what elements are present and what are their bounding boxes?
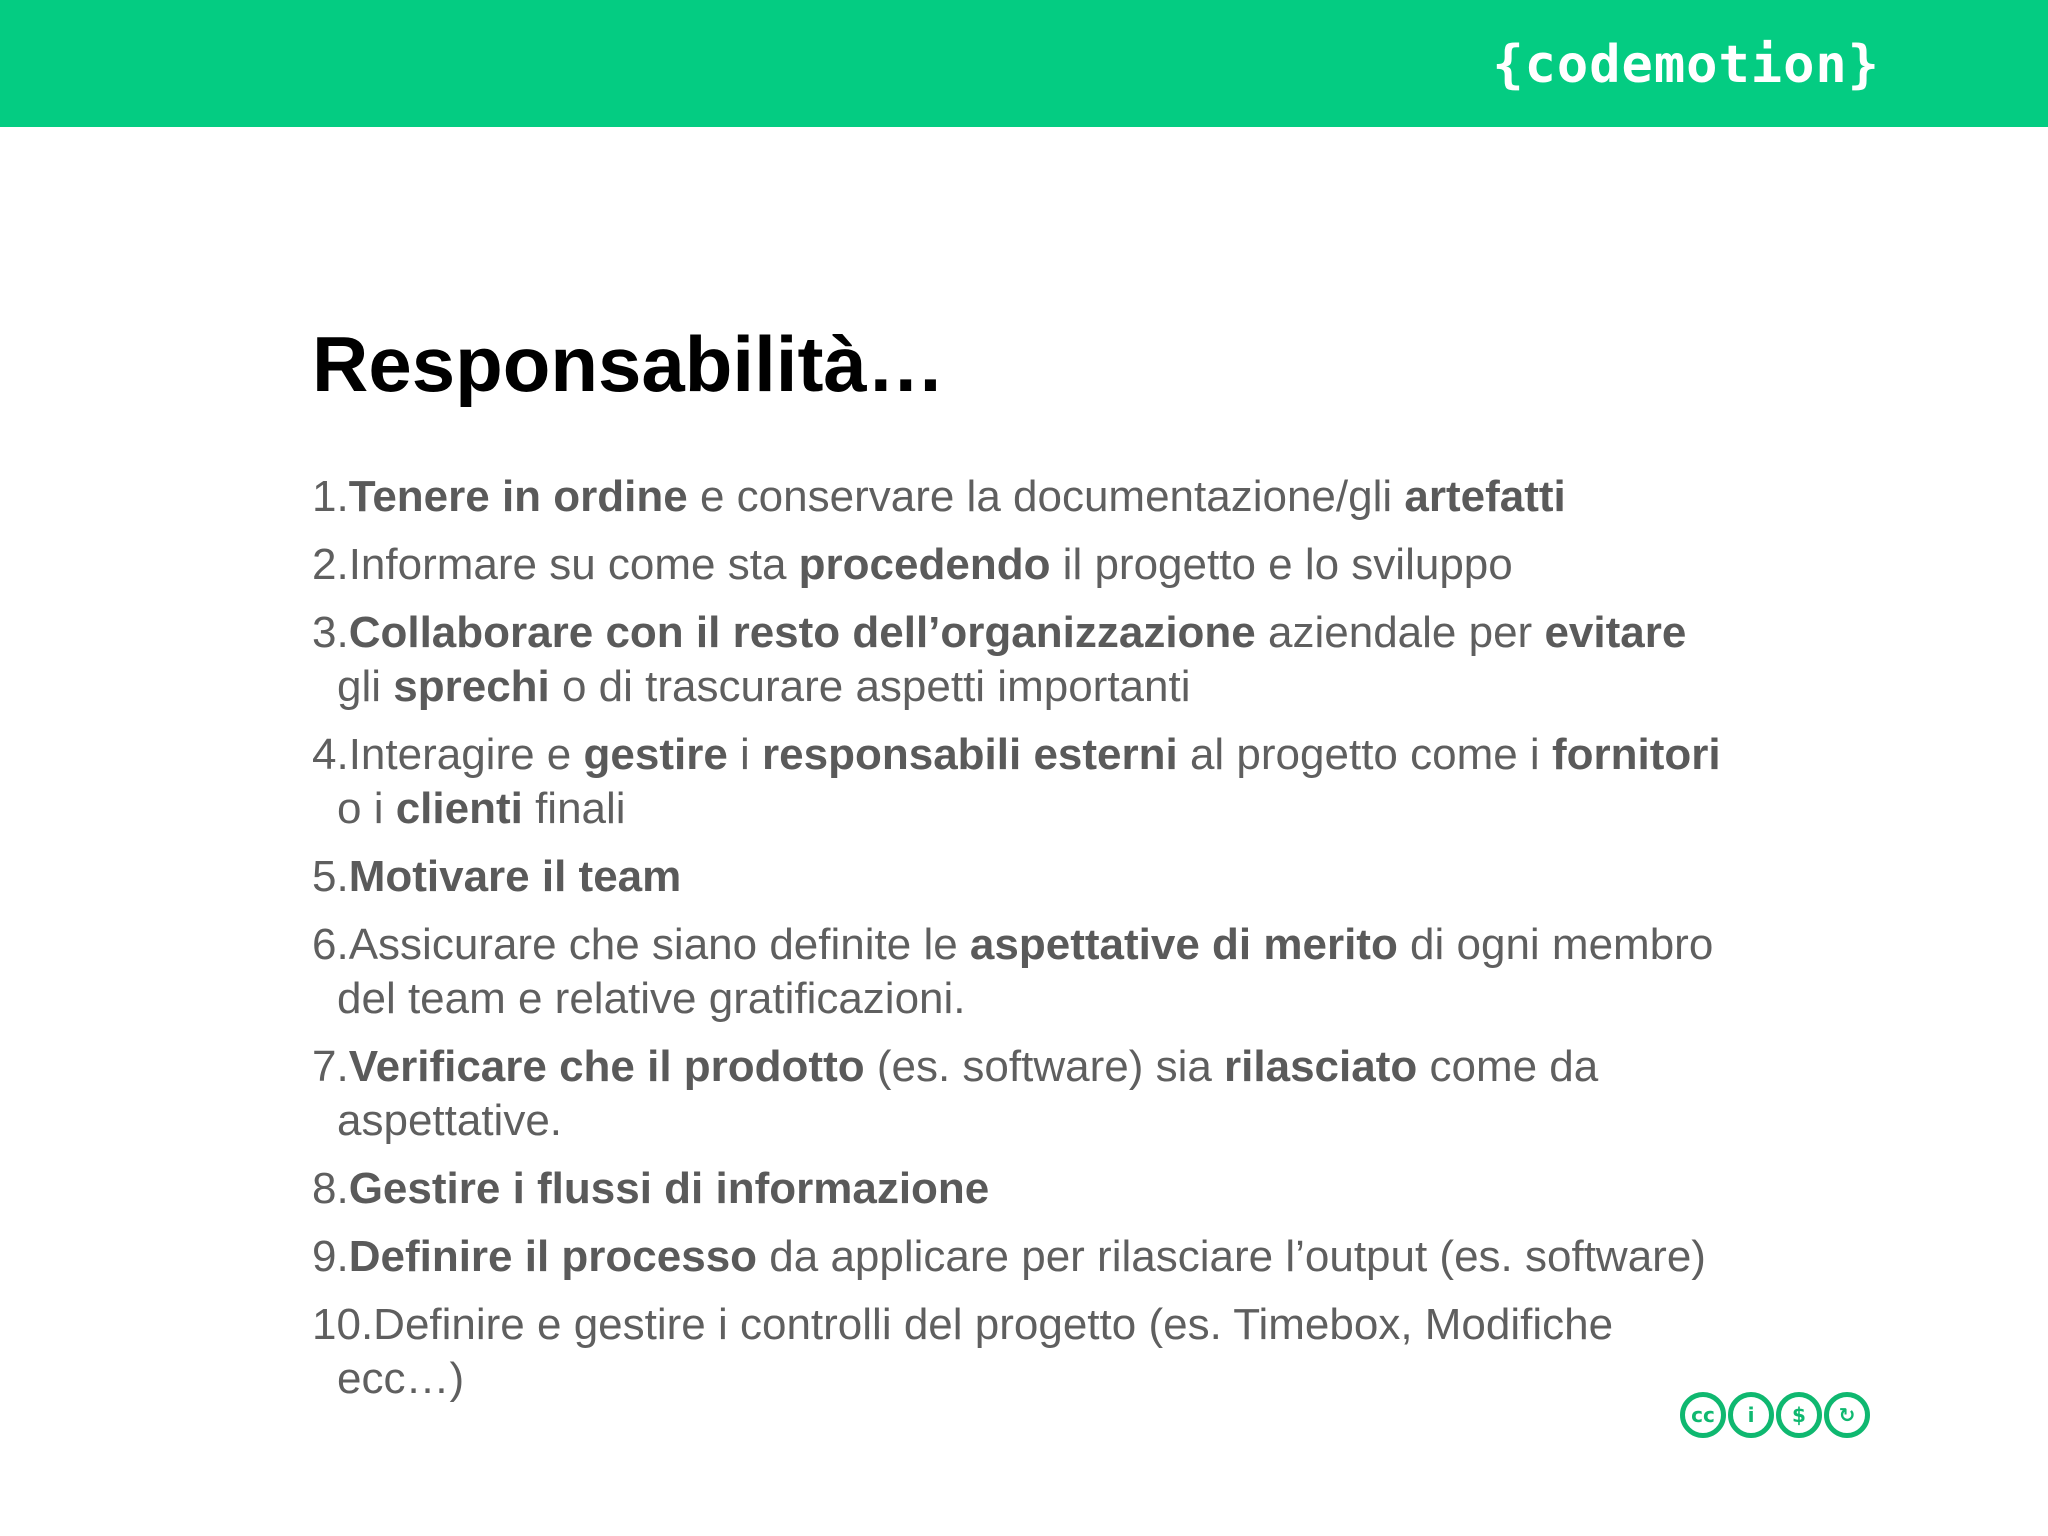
body-text: finali — [522, 784, 626, 833]
body-text: 7. — [312, 1042, 349, 1091]
body-text: al progetto come i — [1177, 730, 1552, 779]
share-alike-icon: ↻ — [1824, 1392, 1870, 1438]
codemotion-logo: {codemotion} — [1492, 35, 1880, 95]
emphasis-text: responsabili esterni — [762, 730, 1178, 779]
list-item — [312, 1162, 1732, 1216]
body-text: da applicare per rilasciare l’output (es. software) — [757, 1232, 1706, 1281]
list-item — [312, 1040, 1732, 1148]
emphasis-text: evitare — [1544, 608, 1687, 657]
body-text: (es. software) sia — [864, 1042, 1225, 1091]
emphasis-text: rilasciato — [1224, 1042, 1418, 1091]
body-text: i — [727, 730, 763, 779]
list-item — [312, 918, 1732, 1026]
emphasis-text: aspettative di merito — [969, 920, 1398, 969]
list-item — [312, 538, 1732, 592]
body-text: di ogni membro del team e relative gratificazioni. — [337, 920, 1714, 1023]
body-text: 1. — [312, 472, 349, 521]
body-text: aziendale per — [1255, 608, 1545, 657]
emphasis-text: fornitori — [1551, 730, 1721, 779]
body-text: 4.Interagire e — [312, 730, 584, 779]
list-item — [312, 1298, 1732, 1406]
cc-icon: cc — [1680, 1392, 1726, 1438]
by-attribution-icon: i — [1728, 1392, 1774, 1438]
emphasis-text: Collaborare con il resto dell’organizzazione — [348, 608, 1256, 657]
body-text: o di trascurare aspetti importanti — [549, 662, 1191, 711]
emphasis-text: sprechi — [393, 662, 550, 711]
emphasis-text: Definire il processo — [348, 1232, 758, 1281]
emphasis-text: procedendo — [798, 540, 1051, 589]
body-text: come da aspettative. — [337, 1042, 1599, 1145]
body-text: 9. — [312, 1232, 349, 1281]
header-bar — [0, 0, 2048, 127]
body-text: o i — [337, 784, 396, 833]
list-item — [312, 606, 1732, 714]
body-text: e conservare la documentazione/gli — [687, 472, 1405, 521]
noncommercial-icon: $ — [1776, 1392, 1822, 1438]
emphasis-text: Motivare il team — [348, 852, 682, 901]
emphasis-text: artefatti — [1404, 472, 1566, 521]
slide-title: Responsabilità… — [312, 320, 945, 408]
body-text: 8. — [312, 1164, 349, 1213]
cc-license-badge — [1680, 1392, 1870, 1438]
emphasis-text: Verificare che il prodotto — [348, 1042, 865, 1091]
body-text: 5. — [312, 852, 349, 901]
emphasis-text: clienti — [395, 784, 523, 833]
emphasis-text: gestire — [583, 730, 728, 779]
list-item — [312, 850, 1732, 904]
responsibility-list — [312, 470, 1732, 1420]
body-text: gli — [337, 662, 394, 711]
body-text: 2.Informare su come sta — [312, 540, 799, 589]
body-text: 10.Definire e gestire i controlli del progetto (es. Timebox, Modifiche ecc…) — [312, 1300, 1614, 1403]
list-item — [312, 1230, 1732, 1284]
body-text: 3. — [312, 608, 349, 657]
list-item — [312, 470, 1732, 524]
list-item — [312, 728, 1732, 836]
body-text: 6.Assicurare che siano definite le — [312, 920, 970, 969]
emphasis-text: Gestire i flussi di informazione — [348, 1164, 990, 1213]
emphasis-text: Tenere in ordine — [348, 472, 688, 521]
body-text: il progetto e lo sviluppo — [1050, 540, 1513, 589]
